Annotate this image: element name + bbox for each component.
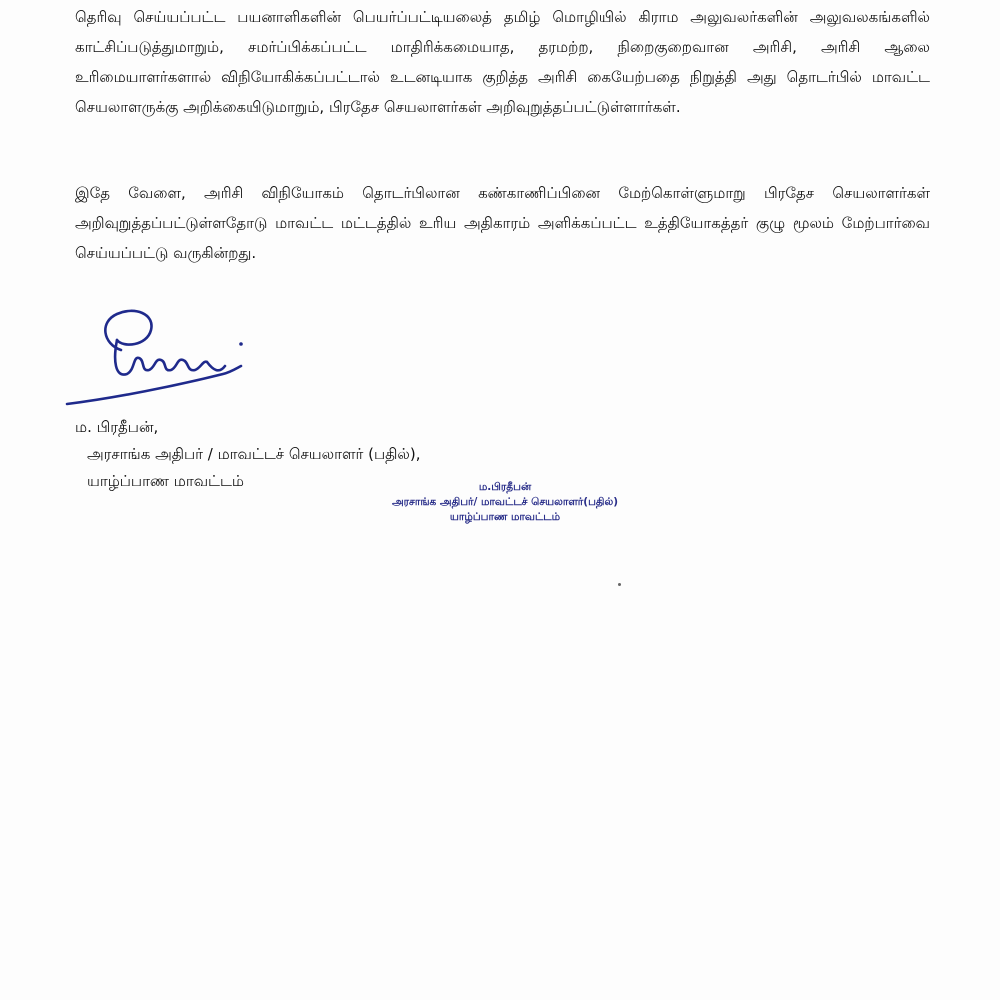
scan-speck [618, 583, 621, 586]
signatory-name: ம. பிரதீபன், [75, 418, 159, 436]
stamp-name: ம.பிரதீபன் [478, 481, 532, 493]
handwritten-signature [55, 300, 275, 420]
body-paragraph-1: தெரிவு செய்யப்பட்ட பயனாளிகளின் பெயர்ப்பட்டியலைத் தமிழ் மொழியில் கிராம அலுவலர்களின் அலுவலகங்களில் காட்சிப்படுத்துமாறும், சமர்ப்பிக்கப்பட்ட மாதிரிக்கமையாத, தரமற்ற, நிறைகுறைவான அரிசி, அரிசி ஆலை உரிமையாளர்களால் விநியோகிக்கப்பட்டால் உடனடியாக குறித்த அரிசி கையேற்பதை நிறுத்தி அது தொடர்பில் மாவட்ட செயலாளருக்கு அறிக்கையிடுமாறும், பிரதேச செயலாளர்கள் அறிவுறுத்தப்பட்டுள்ளார்கள். [75, 8, 930, 116]
body-paragraph-2: இதே வேளை, அரிசி விநியோகம் தொடர்பிலான கண்காணிப்பினை மேற்கொள்ளுமாறு பிரதேச செயலாளர்கள் அறிவுறுத்தப்பட்டுள்ளதோடு மாவட்ட மட்டத்தில் உரிய அதிகாரம் அளிக்கப்பட்ட உத்தியோகத்தர் குழு மூலம் மேற்பார்வை செய்யப்பட்டு வருகின்றது. [75, 184, 930, 262]
signatory-designation: அரசாங்க அதிபர் / மாவட்டச் செயலாளர் (பதில்), [87, 445, 421, 463]
signatory-district: யாழ்ப்பாண மாவட்டம் [87, 472, 244, 490]
stamp-district: யாழ்ப்பாண மாவட்டம் [449, 511, 561, 523]
official-stamp [300, 480, 710, 525]
stamp-designation: அரசாங்க அதிபர்/ மாவட்டச் செயலாளர்(பதில்) [391, 496, 619, 508]
